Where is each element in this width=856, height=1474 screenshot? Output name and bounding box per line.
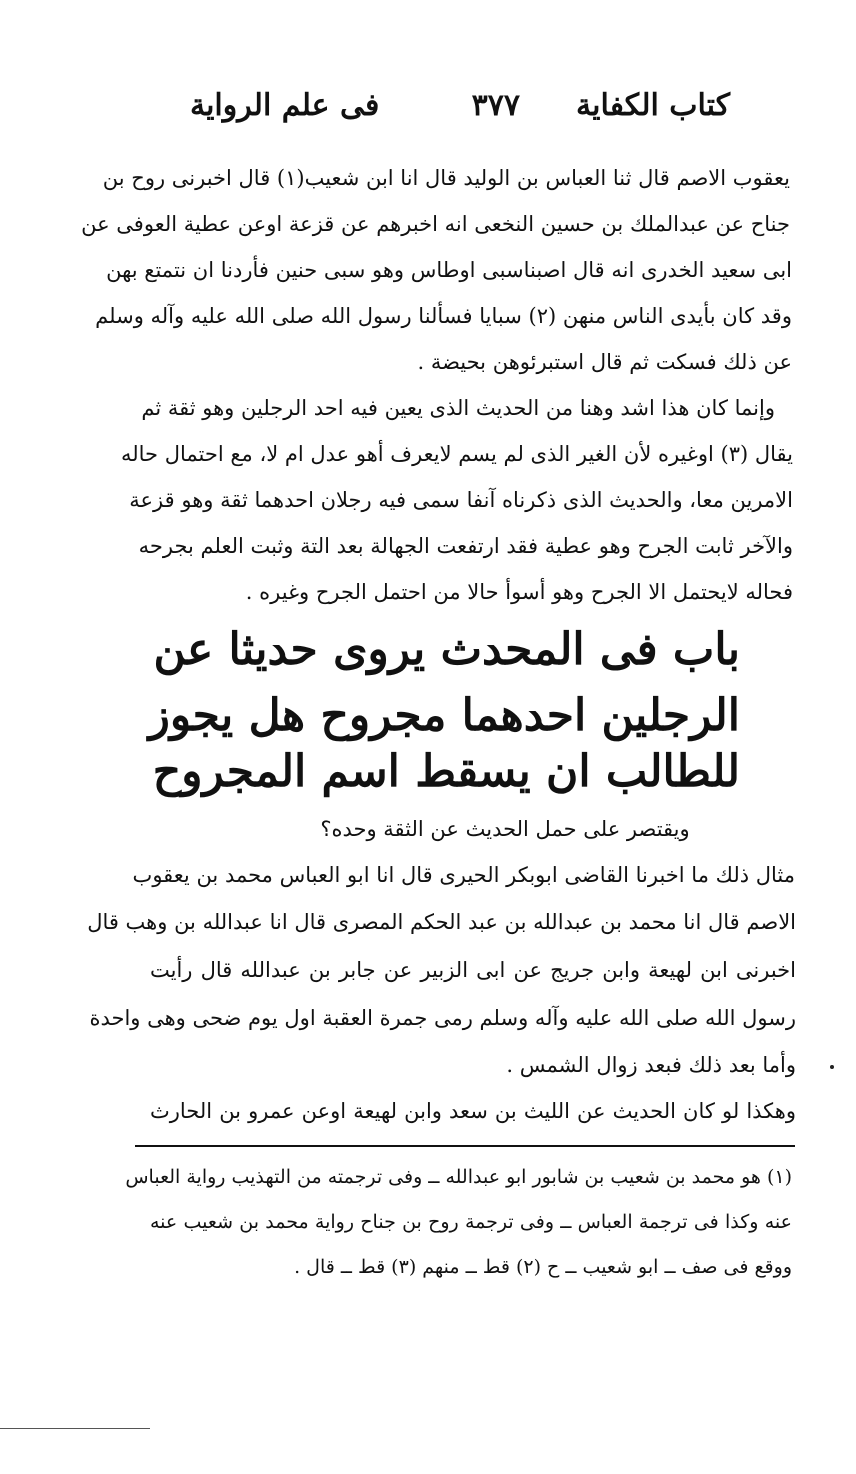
chapter-title-line: الرجلين احدهما مجروح هل يجوز: [148, 690, 740, 741]
chapter-title-line: للطالب ان يسقط اسم المجروح: [152, 746, 740, 797]
text-line: وإنما كان هذا اشد وهنا من الحديث الذى يعين فيه احد الرجلين وهو ثقة ثم: [141, 396, 775, 420]
text-line: وهكذا لو كان الحديث عن الليث بن سعد وابن لهيعة اوعن عمرو بن الحارث: [150, 1099, 796, 1123]
footnote-line: ووقع فى صف ــ ابو شعيب ــ ح (٢) قط ــ منهم (٣) قط ــ قال .: [294, 1256, 792, 1278]
text-line: والآخر ثابت الجرح وهو عطية فقد ارتفعت الجهالة بعد التة وثبت العلم بجرحه: [138, 534, 793, 558]
chapter-title-line: باب فى المحدث يروى حديثا عن: [153, 624, 740, 675]
text-line: الاصم قال انا محمد بن عبدالله بن عبد الحكم المصرى قال انا عبدالله بن وهب قال: [87, 910, 796, 934]
ink-speck: [830, 1065, 834, 1069]
text-line: مثال ذلك ما اخبرنا القاضى ابوبكر الحيرى قال انا ابو العباس محمد بن يعقوب: [132, 863, 795, 887]
text-line: رسول الله صلى الله عليه وآله وسلم رمى جمرة العقبة اول يوم ضحى وهى واحدة: [89, 1006, 796, 1030]
text-line: وأما بعد ذلك فبعد زوال الشمس .: [506, 1053, 796, 1077]
text-line: يعقوب الاصم قال ثنا العباس بن الوليد قال انا ابن شعيب(١) قال اخبرنى روح بن: [102, 166, 790, 190]
text-line: عن ذلك فسكت ثم قال استبرئوهن بحيضة .: [417, 350, 792, 374]
text-line: اخبرنى ابن لهيعة وابن جريج عن ابى الزبير عن جابر بن عبدالله قال رأيت: [150, 958, 796, 982]
text-line: وقد كان بأيدى الناس منهن (٢) سبايا فسألنا رسول الله صلى الله عليه وآله وسلم: [95, 304, 792, 328]
text-line: يقال (٣) اوغيره لأن الغير الذى لم يسم لايعرف أهو عدل ام لا، مع احتمال حاله: [121, 442, 793, 466]
text-line: فحاله لايحتمل الا الجرح وهو أسوأ حالا من احتمل الجرح وغيره .: [245, 580, 793, 604]
footnote-separator: [135, 1145, 795, 1147]
chapter-subtitle: ويقتصر على حمل الحديث عن الثقة وحده؟: [320, 817, 690, 841]
page-header: [190, 88, 730, 138]
scan-edge-line: [0, 1428, 150, 1429]
running-title-left: فى علم الرواية: [190, 88, 380, 123]
running-title-right: كتاب الكفاية: [576, 88, 730, 123]
page-number: ٣٧٧: [471, 88, 520, 123]
text-line: الامرين معا، والحديث الذى ذكرناه آنفا سمى فيه رجلان احدهما ثقة وهو قزعة: [129, 488, 793, 512]
footnote-line: عنه وكذا فى ترجمة العباس ــ وفى ترجمة روح بن جناح رواية محمد بن شعيب عنه: [150, 1211, 792, 1233]
footnote-line: (١) هو محمد بن شعيب بن شابور ابو عبدالله ــ وفى ترجمته من التهذيب رواية العباس: [125, 1166, 792, 1188]
text-line: ابى سعيد الخدرى انه قال اصبناسبى اوطاس وهو سبى حنين فأردنا ان نتمتع بهن: [106, 258, 792, 282]
text-line: جناح عن عبدالملك بن حسين النخعى انه اخبرهم عن قزعة اوعن عطية العوفى عن: [81, 212, 790, 236]
